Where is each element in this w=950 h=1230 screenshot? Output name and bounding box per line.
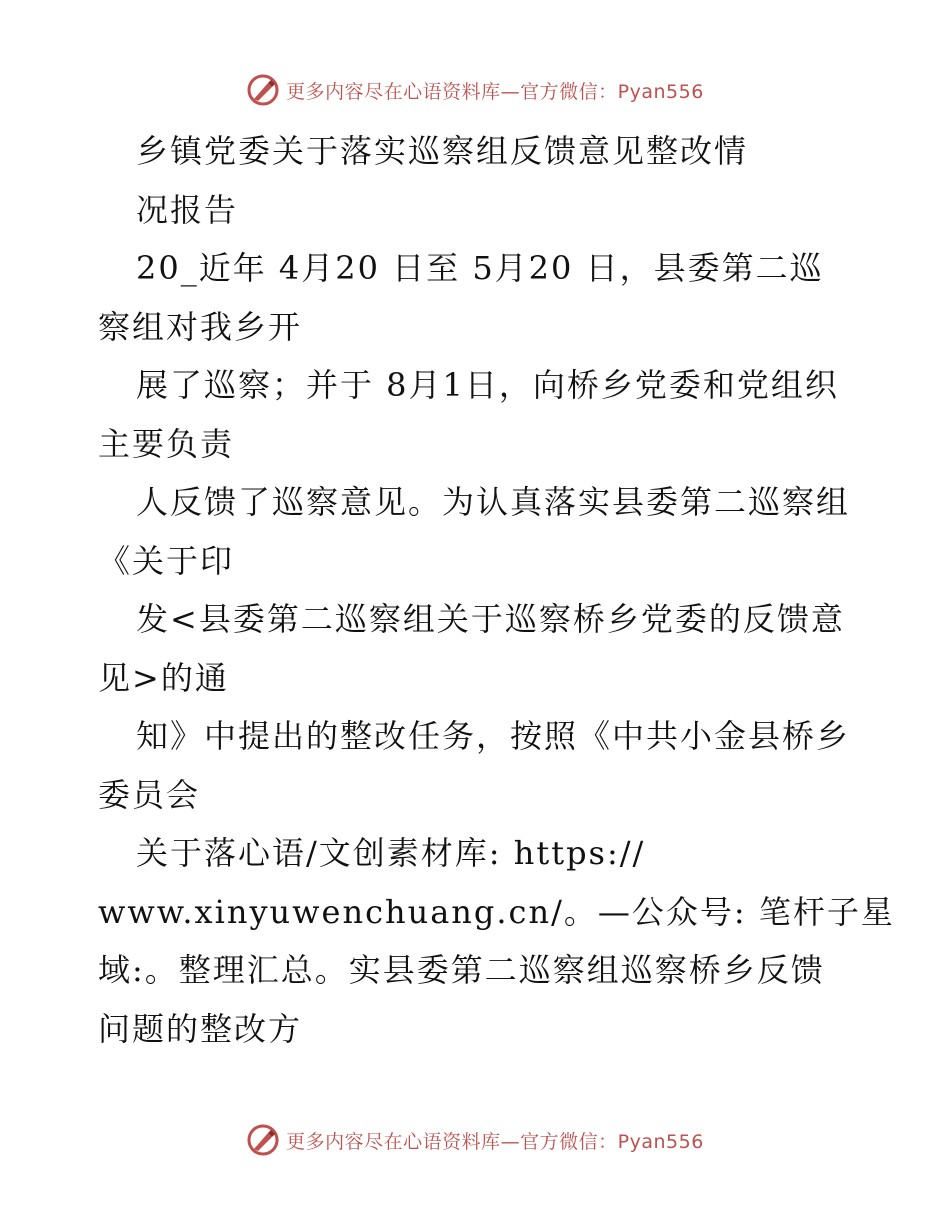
document-line: 察组对我乡开 xyxy=(98,307,303,346)
pen-logo-icon xyxy=(246,73,280,107)
watermark-separator: — xyxy=(500,80,521,103)
document-line: 《关于印 xyxy=(98,541,235,580)
watermark-text xyxy=(286,1127,704,1154)
document-line: 发<县委第二巡察组关于巡察桥乡党委的反馈意 xyxy=(136,600,845,638)
watermark-separator: — xyxy=(500,1130,521,1153)
document-line: 关于落心语/文创素材库: https:// xyxy=(136,834,646,872)
document-line: 主要负责 xyxy=(98,424,235,463)
watermark-site: 更多内容尽在心语资料库 xyxy=(286,1130,501,1153)
document-line: 知》中提出的整改任务，按照《中共小金县桥乡 xyxy=(136,717,851,755)
document-line: 见>的通 xyxy=(98,658,229,697)
watermark-site: 更多内容尽在心语资料库 xyxy=(286,80,501,103)
watermark-contact: 官方微信：Pyan556 xyxy=(520,80,704,103)
document-line: 问题的整改方 xyxy=(98,1009,303,1048)
document-line: 域:。整理汇总。实县委第二巡察组巡察桥乡反馈 xyxy=(98,951,825,989)
document-line: www.xinyuwenchuang.cn/。—公众号: 笔杆子星 xyxy=(98,892,895,931)
footer-watermark xyxy=(0,1120,950,1160)
document-line: 乡镇党委关于落实巡察组反馈意见整改情 xyxy=(136,132,749,170)
watermark-contact: 官方微信：Pyan556 xyxy=(520,1130,704,1153)
pen-logo-icon xyxy=(246,1123,280,1157)
document-line: 人反馈了巡察意见。为认真落实县委第二巡察组 xyxy=(136,483,851,521)
document-line: 况报告 xyxy=(136,190,239,229)
header-watermark xyxy=(0,70,950,110)
document-line: 展了巡察；并于 8月1日，向桥乡党委和党组织 xyxy=(136,366,839,404)
document-body xyxy=(98,122,895,1058)
document-line: 委员会 xyxy=(98,775,201,814)
document-line: 20_近年 4月20 日至 5月20 日，县委第二巡 xyxy=(136,249,824,287)
watermark-text xyxy=(286,77,704,104)
